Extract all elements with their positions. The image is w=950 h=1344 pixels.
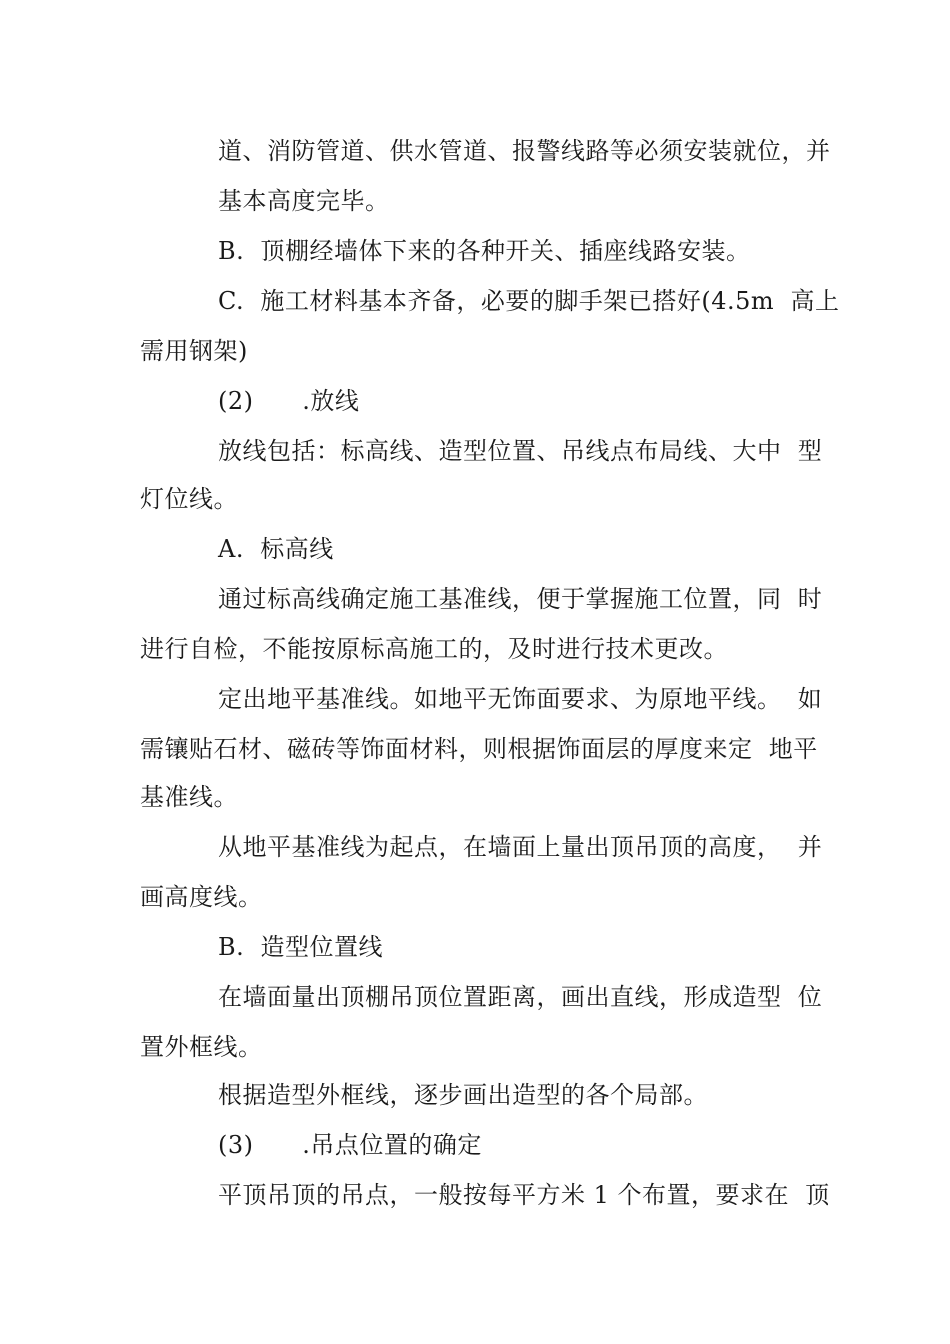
text-line: 道、消防管道、供水管道、报警线路等必须安装就位，并	[218, 137, 831, 165]
text-line: 通过标高线确定施工基准线，便于掌握施工位置，同 时	[218, 585, 823, 613]
text-line: 需用钢架)	[140, 337, 248, 365]
text-line: C. 施工材料基本齐备，必要的脚手架已搭好(4.5m 高上	[218, 287, 840, 315]
text-line: 根据造型外框线，逐步画出造型的各个局部。	[218, 1081, 708, 1109]
text-line: 基本高度完毕。	[218, 187, 390, 215]
text-line: 放线包括：标高线、造型位置、吊线点布局线、大中 型	[218, 437, 823, 465]
text-line: 从地平基准线为起点，在墙面上量出顶吊顶的高度， 并	[218, 833, 823, 861]
text-line: 需镶贴石材、磁砖等饰面材料，则根据饰面层的厚度来定 地平	[140, 735, 818, 763]
text-line: 定出地平基准线。如地平无饰面要求、为原地平线。 如	[218, 685, 823, 713]
subsection-heading: A. 标高线	[218, 535, 334, 563]
text-line: B. 顶棚经墙体下来的各种开关、插座线路安装。	[218, 237, 751, 265]
section-heading: (2) .放线	[218, 387, 360, 415]
text-line: 平顶吊顶的吊点，一般按每平方米 1 个布置，要求在 顶	[218, 1181, 830, 1209]
text-line: 灯位线。	[140, 485, 238, 513]
text-line: 在墙面量出顶棚吊顶位置距离，画出直线，形成造型 位	[218, 983, 823, 1011]
text-line: 进行自检，不能按原标高施工的，及时进行技术更改。	[140, 635, 728, 663]
text-line: 置外框线。	[140, 1033, 263, 1061]
text-line: 基准线。	[140, 783, 238, 811]
section-heading: (3) .吊点位置的确定	[218, 1131, 482, 1159]
text-line: 画高度线。	[140, 883, 263, 911]
subsection-heading: B. 造型位置线	[218, 933, 384, 961]
